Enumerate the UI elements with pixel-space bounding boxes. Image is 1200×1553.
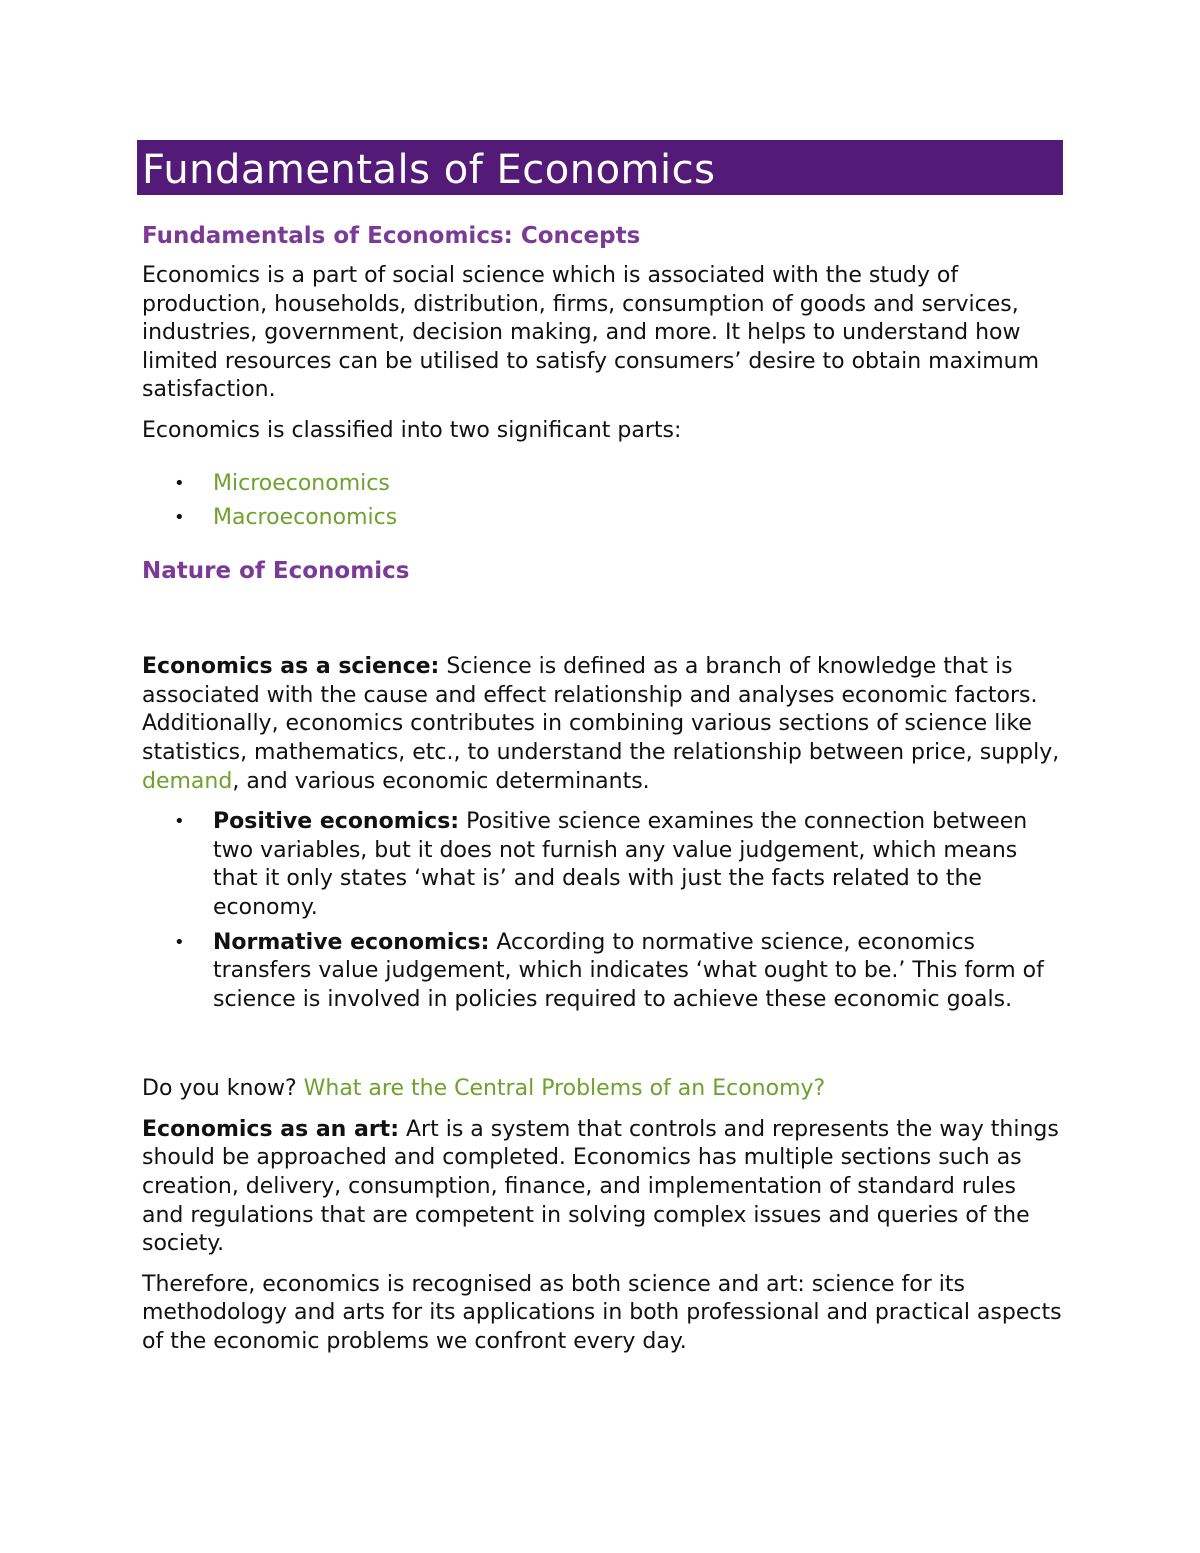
science-text-a: Science is defined as a branch of knowledge that is associated with the cause and effect relationship and analyses economic factors. Additionally, economics contributes in combining various sections of science like statistics, mathematics, etc., to understand the relationship between price, supply, [142,654,1060,765]
bullet-icon: • [174,472,185,494]
art-paragraph [142,1116,1062,1259]
list-item [142,470,1062,504]
bullet-icon: • [174,506,185,528]
conclusion-paragraph: Therefore, economics is recognised as both science and art: science for its methodology and arts for its applications in both professional and practical aspects of the economic problems we confront every day. [142,1271,1062,1355]
positive-label: Positive economics: [213,809,460,835]
demand-link[interactable]: demand [142,768,233,794]
central-problems-link[interactable]: What are the Central Problems of an Economy? [303,1076,826,1102]
concepts-heading: Fundamentals of Economics: Concepts [142,223,641,249]
bullet-icon: • [174,811,185,833]
list-item [142,929,1062,1015]
economics-types-list [142,808,1062,1014]
art-label: Economics as an art: [142,1116,399,1142]
do-you-know-paragraph [142,1075,1062,1104]
know-prefix: Do you know? [142,1076,304,1102]
list-item [142,504,1062,533]
title-bar [137,140,1063,195]
macroeconomics-link[interactable]: Macroeconomics [213,504,398,530]
art-text: Art is a system that controls and represents the way things should be approached and completed. Economics has multiple sections such as creation, delivery, consumption, finance, and implementation of standard rules and regulations that are competent in solving complex issues and queries of the society. [142,1116,1059,1257]
normative-label: Normative economics: [213,929,490,955]
list-item [142,808,1062,922]
bullet-icon: • [174,931,185,953]
classification-paragraph: Economics is classified into two significant parts: [142,417,682,443]
positive-text: Positive science examines the connection between two variables, but it does not furnish any value judgement, which means that it only states ‘what is’ and deals with just the facts related to the economy. [213,809,1028,920]
normative-text: According to normative science, economics transfers value judgement, which indicates ‘what ought to be.’ This form of science is involved in policies required to achieve these economic goals. [213,929,1044,1012]
page-title: Fundamentals of Economics [142,147,716,193]
science-paragraph [142,653,1062,796]
science-text-b: , and various economic determinants. [232,768,650,794]
microeconomics-link[interactable]: Microeconomics [213,470,390,496]
intro-paragraph: Economics is a part of social science which is associated with the study of production, households, distribution, firms, consumption of goods and services, industries, government, decision making, and more. It helps to understand how limited resources can be utilised to satisfy consumers’ desire to obtain maximum satisfaction. [142,263,1039,403]
science-label: Economics as a science: [142,654,440,680]
parts-list [142,470,1062,533]
nature-heading: Nature of Economics [142,558,410,585]
document-body [142,220,1062,1357]
